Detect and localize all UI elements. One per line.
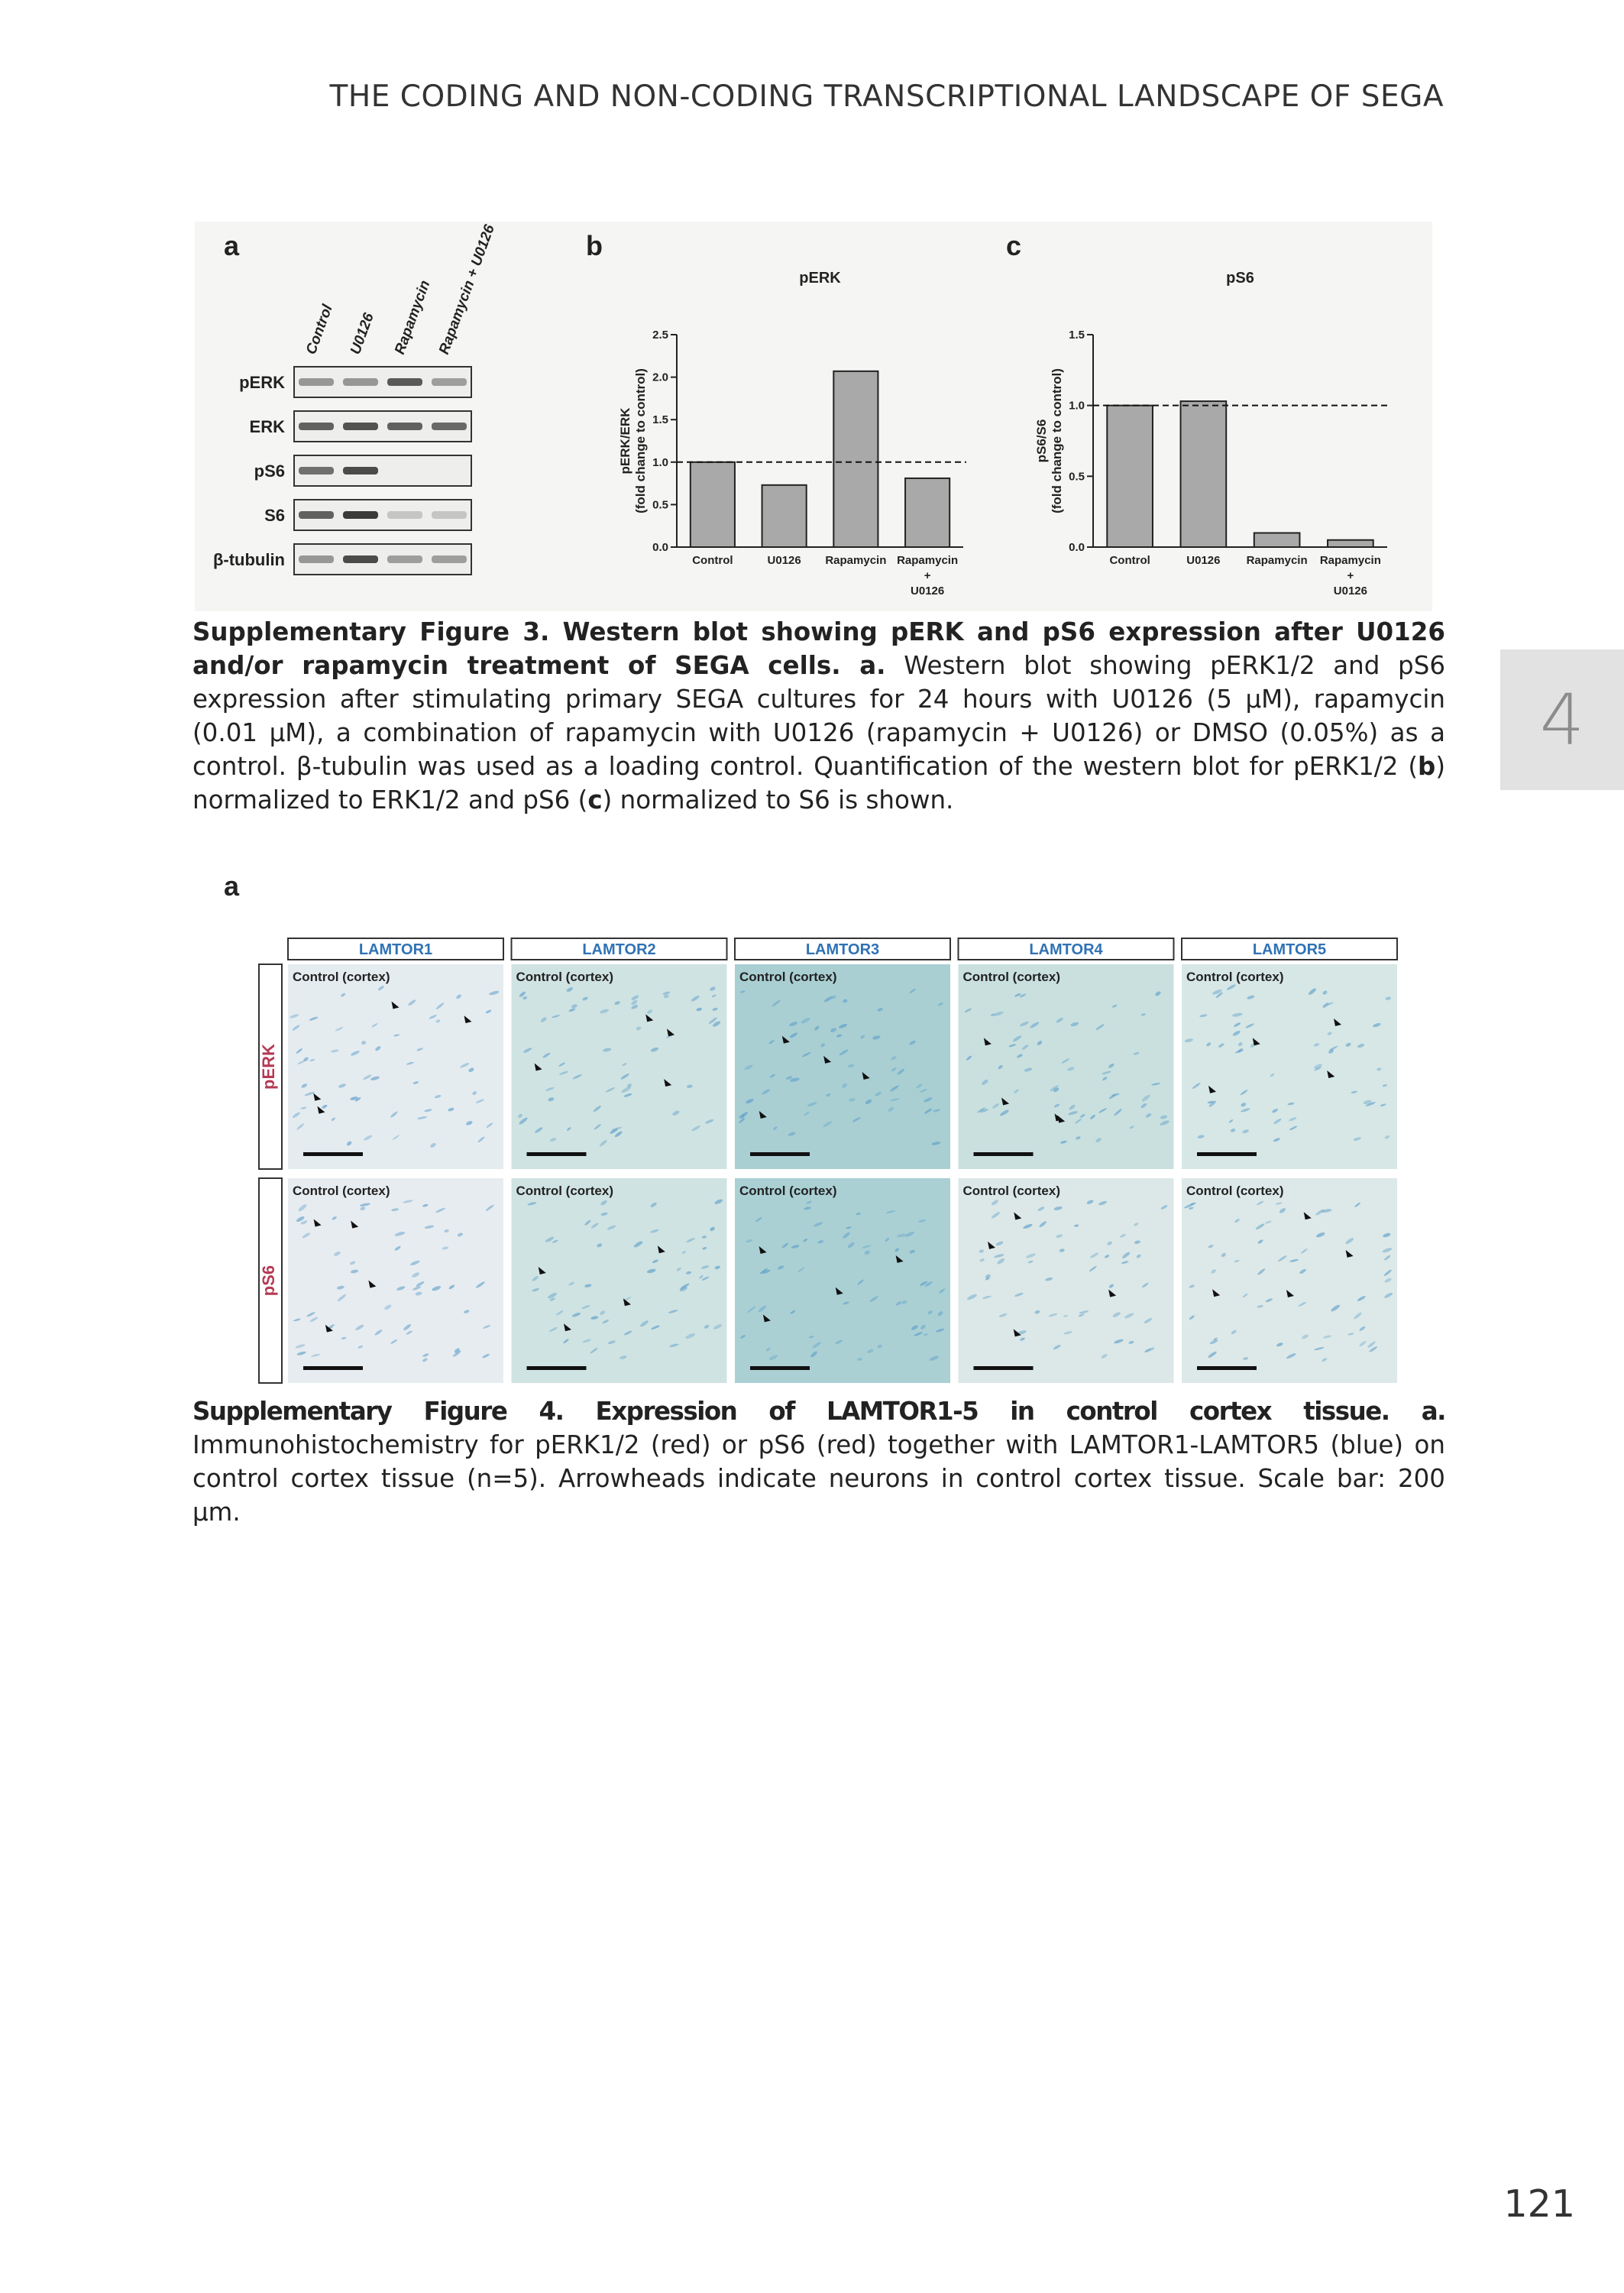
scale-bar	[527, 1366, 587, 1370]
scale-bar	[750, 1152, 810, 1156]
tile-label: Control (cortex)	[962, 1184, 1060, 1198]
blot-band	[343, 555, 378, 563]
tile-label: Control (cortex)	[1186, 970, 1284, 984]
blot-row-label: pS6	[254, 462, 285, 481]
figure-4-caption-body: Immunohistochemistry for pERK1/2 (red) or pS6 (red) together with LAMTOR1-LAMTOR5 (blue) on control cortex tissue (n=5). Arrowheads indicate neurons in control cortex tissue. Scale bar: 200 μm.	[192, 1430, 1445, 1527]
x-tick-label: +	[924, 569, 931, 582]
x-tick-label: Rapamycin	[1319, 554, 1381, 567]
bar	[1107, 406, 1153, 547]
column-header: LAMTOR5	[1252, 941, 1327, 958]
scale-bar	[974, 1366, 1034, 1370]
bar	[905, 478, 949, 547]
y-tick-label: 0.5	[1069, 470, 1085, 484]
y-tick-label: 1.5	[652, 413, 668, 427]
blot-band	[299, 423, 334, 430]
y-axis-label-unit: (fold change to control)	[633, 368, 648, 513]
tile-label: Control (cortex)	[962, 970, 1060, 984]
tile-label: Control (cortex)	[293, 1184, 390, 1198]
blot-lane-label: Rapamycin	[391, 278, 434, 357]
x-tick-label: U0126	[1186, 554, 1221, 567]
figure-3	[195, 222, 1432, 611]
figure-3-caption-body: Western blot showing pERK1/2 and pS6 expression after stimulating primary SEGA cultures for 24 hours with U0126 (5 μM), rapamycin (0.01 μM), a combination of rapamycin with U0126 (rapamycin + U0126) or DMSO (0.05%) as a control. β-tubulin was used as a loading control. Quantification of the western blot for pERK1/2 (	[192, 651, 1445, 781]
figure-4-caption	[192, 1394, 1445, 1529]
chart-title: pERK	[799, 270, 841, 287]
y-tick-label: 1.0	[652, 455, 668, 469]
scale-bar	[527, 1152, 587, 1156]
figure-3-caption-c-ref: c	[587, 785, 603, 815]
x-tick-label: Rapamycin	[897, 554, 959, 567]
ihc-tile	[1182, 964, 1397, 1169]
blot-band	[299, 511, 334, 519]
ihc-tile	[959, 1178, 1174, 1383]
blot-band	[299, 378, 334, 386]
figure-3-caption-end: ) normalized to S6 is shown.	[602, 785, 954, 815]
blot-band	[432, 511, 467, 519]
blot-band	[343, 467, 378, 474]
bar	[833, 371, 878, 547]
tile-label: Control (cortex)	[739, 1184, 837, 1198]
figure-4	[195, 871, 1448, 1394]
x-tick-label: U0126	[1333, 585, 1367, 598]
tile-label: Control (cortex)	[293, 970, 390, 984]
blot-lane-label: U0126	[347, 310, 377, 357]
tile-label: Control (cortex)	[739, 970, 837, 984]
x-tick-label: Control	[1109, 554, 1150, 567]
blot-band	[387, 423, 422, 430]
ihc-tile	[735, 964, 950, 1169]
ihc-tile	[512, 1178, 727, 1383]
blot-band	[387, 511, 422, 519]
ihc-tile	[512, 964, 727, 1169]
y-axis-label: pERK/ERK	[618, 407, 632, 474]
bar	[1254, 533, 1300, 547]
row-header: pS6	[259, 1265, 278, 1297]
scale-bar	[1197, 1366, 1257, 1370]
column-header: LAMTOR3	[805, 941, 880, 958]
page-number: 121	[1503, 2182, 1575, 2226]
blot-row-label: pERK	[239, 373, 285, 392]
blot-band	[432, 423, 467, 430]
x-tick-label: Rapamycin	[1246, 554, 1308, 567]
bar	[762, 485, 807, 547]
blot-lane-label: Control	[302, 303, 336, 357]
figure-4-panel-letter: a	[224, 871, 240, 902]
panel-letter-a: a	[224, 230, 240, 261]
blot-lane-label: Rapamycin + U0126	[435, 222, 498, 357]
blot-band	[299, 555, 334, 563]
y-tick-label: 0.5	[652, 498, 668, 512]
blot-band	[432, 555, 467, 563]
x-tick-label: Rapamycin	[825, 554, 887, 567]
ihc-grid	[259, 938, 1397, 1383]
chart-title: pS6	[1226, 270, 1254, 287]
tile-label: Control (cortex)	[1186, 1184, 1284, 1198]
y-tick-label: 2.5	[652, 329, 668, 342]
bar	[1181, 401, 1227, 547]
y-axis-label: pS6/S6	[1034, 419, 1049, 463]
x-tick-label: U0126	[911, 585, 945, 598]
blot-row-label: ERK	[249, 417, 285, 436]
y-tick-label: 2.0	[652, 371, 668, 384]
x-tick-label: Control	[692, 554, 733, 567]
scale-bar	[303, 1366, 363, 1370]
blot-row-label: S6	[264, 506, 285, 525]
scale-bar	[750, 1366, 810, 1370]
figure-4-caption-title: Supplementary Figure 4. Expression of LAMTOR1-5 in control cortex tissue. a.	[192, 1397, 1445, 1426]
blot-band	[343, 511, 378, 519]
row-header: pERK	[259, 1044, 278, 1090]
tile-label: Control (cortex)	[516, 1184, 613, 1198]
blot-band	[299, 467, 334, 474]
blot-band	[343, 423, 378, 430]
ihc-tile	[735, 1178, 950, 1383]
scale-bar	[1197, 1152, 1257, 1156]
blot-band	[387, 378, 422, 386]
chapter-number: 4	[1539, 679, 1585, 761]
x-tick-label: U0126	[767, 554, 801, 567]
x-tick-label: +	[1347, 569, 1354, 582]
panel-letter-c: c	[1006, 230, 1022, 261]
figure-3-caption-title: Supplementary Figure 3. Western blot showing pERK and pS6 expression after U0126 and/or rapamycin treatment of SEGA cells. a.	[192, 617, 1445, 680]
blot-band	[387, 555, 422, 563]
figure-3-caption-mid: ) normalized to ERK1/2 and pS6 (	[192, 752, 1445, 815]
blot-row-label: β-tubulin	[212, 550, 285, 569]
bar	[691, 462, 735, 547]
column-header: LAMTOR2	[582, 941, 656, 958]
ihc-tile	[959, 964, 1174, 1169]
blot-band	[432, 378, 467, 386]
figure-3-caption-b-ref: b	[1418, 752, 1436, 781]
panel-letter-b: b	[586, 230, 603, 261]
y-tick-label: 0.0	[652, 541, 668, 554]
column-header: LAMTOR4	[1029, 941, 1103, 958]
y-tick-label: 1.0	[1069, 399, 1085, 413]
bar	[1328, 540, 1373, 547]
column-header: LAMTOR1	[358, 941, 433, 958]
running-header: THE CODING AND NON-CODING TRANSCRIPTIONAL LANDSCAPE OF SEGA	[329, 79, 1444, 114]
figure-3-caption	[192, 615, 1445, 817]
scale-bar	[974, 1152, 1034, 1156]
tile-label: Control (cortex)	[516, 970, 613, 984]
blot-band	[343, 378, 378, 386]
y-tick-label: 1.5	[1069, 329, 1085, 342]
chapter-tab[interactable]	[1500, 649, 1624, 790]
y-axis-label-unit: (fold change to control)	[1050, 368, 1064, 513]
scale-bar	[303, 1152, 363, 1156]
y-tick-label: 0.0	[1069, 541, 1085, 554]
